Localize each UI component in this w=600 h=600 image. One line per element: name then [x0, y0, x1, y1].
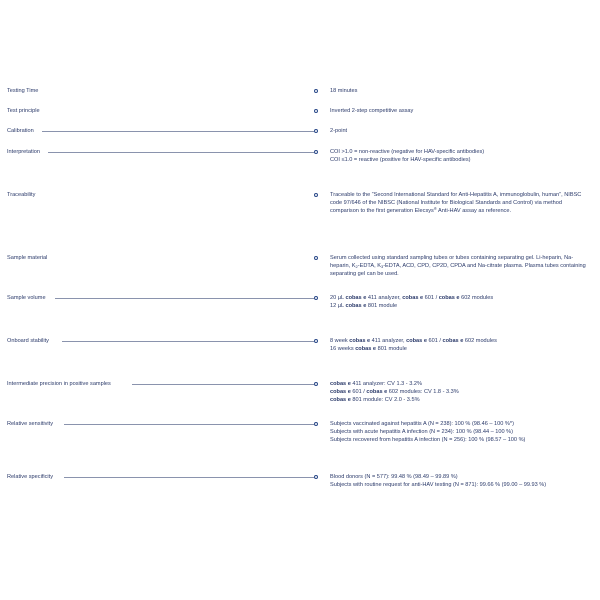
row-value	[330, 127, 588, 135]
bullet-dot-icon	[314, 339, 318, 343]
row-value	[330, 294, 588, 310]
row-value	[330, 420, 588, 444]
row-value	[330, 148, 588, 164]
leader-line	[42, 131, 314, 132]
leader-line	[64, 477, 314, 478]
row-label: Sample volume	[7, 294, 49, 302]
bullet-dot-icon	[314, 382, 318, 386]
row-value	[330, 87, 588, 95]
leader-line	[132, 384, 314, 385]
value-line: cobas e 601 / cobas e 602 modules: CV 1.8 - 3.3%	[330, 389, 459, 395]
bullet-dot-icon	[314, 89, 318, 93]
value-line: COI ≤1.0 = reactive (positive for HAV-specific antibodies)	[330, 157, 471, 163]
row-label: Relative sensitivity	[7, 420, 56, 428]
value-line: Subjects with acute hepatitis A infection (N = 234): 100 % (98.44 – 100 %)	[330, 429, 513, 435]
row-label: Relative specificity	[7, 473, 56, 481]
row-value	[330, 473, 588, 489]
value-line: COI >1.0 = non-reactive (negative for HAV-specific antibodies)	[330, 149, 485, 155]
bullet-dot-icon	[314, 150, 318, 154]
value-line: 20 µL cobas e 411 analyzer, cobas e 601 / cobas e 602 modules	[330, 295, 494, 301]
value-line: Subjects recovered from hepatitis A infection (N = 256): 100 % (98.57 – 100 %)	[330, 437, 526, 443]
leader-line	[64, 424, 314, 425]
value-line: Subjects vaccinated against hepatitis A (N = 238): 100 % (98.46 – 100 %*)	[330, 421, 514, 427]
bullet-dot-icon	[314, 256, 318, 260]
bullet-dot-icon	[314, 296, 318, 300]
leader-line	[48, 152, 314, 153]
value-paragraph: Serum collected using standard sampling tubes or tubes containing separating gel. Li-heparin, Na-heparin, $K_2$-EDTA, $K_3$-EDTA, ACD, CPD, CP2D, CPDA and Na-citrate plasma. Plasma tubes containing separating gel can be used.	[330, 255, 586, 277]
bullet-dot-icon	[314, 129, 318, 133]
value-line: 8 week cobas e 411 analyzer, cobas e 601 / cobas e 602 modules	[330, 338, 497, 344]
bullet-dot-icon	[314, 475, 318, 479]
leader-line	[62, 341, 314, 342]
row-label: Calibration	[7, 127, 37, 135]
value-line: Blood donors (N = 577): 99.48 % (98.49 – 99.89 %)	[330, 474, 458, 480]
value-line: Subjects with routine request for anti-HAV testing (N = 871): 99.66 % (99.00 – 99.93 %)	[330, 482, 547, 488]
row-label: Sample material	[7, 254, 50, 262]
value-line: Inverted 2-step competitive assay	[330, 108, 414, 114]
value-line: 12 µL cobas e 801 module	[330, 303, 398, 309]
row-label: Traceability	[7, 191, 38, 199]
value-line: 16 weeks cobas e 801 module	[330, 346, 407, 352]
bullet-dot-icon	[314, 109, 318, 113]
bullet-dot-icon	[314, 193, 318, 197]
row-label: Intermediate precision in positive samples	[7, 380, 114, 388]
row-value	[330, 337, 588, 353]
row-value	[330, 380, 588, 404]
row-label: Onboard stability	[7, 337, 52, 345]
value-line: 2-point	[330, 128, 348, 134]
value-line: cobas e 801 module: CV 2.0 - 3.5%	[330, 397, 420, 403]
row-label: Test principle	[7, 107, 43, 115]
row-label: Interpretation	[7, 148, 43, 156]
row-value	[330, 107, 588, 115]
row-label: Testing Time	[7, 87, 41, 95]
row-value	[330, 191, 588, 215]
value-line: cobas e 411 analyzer: CV 1.3 - 3.2%	[330, 381, 422, 387]
leader-line	[55, 298, 314, 299]
row-value	[330, 254, 588, 278]
value-line: 18 minutes	[330, 88, 358, 94]
bullet-dot-icon	[314, 422, 318, 426]
value-paragraph: Traceable to the “Second International Standard for Anti-Hepatitis A, immunoglobulin, human”, NIBSC code 97/646 of the NIBSC (National Institute for Biological Standards and Control) via method comparison to the first generation Elecsys® Anti-HAV assay as reference.	[330, 192, 582, 214]
